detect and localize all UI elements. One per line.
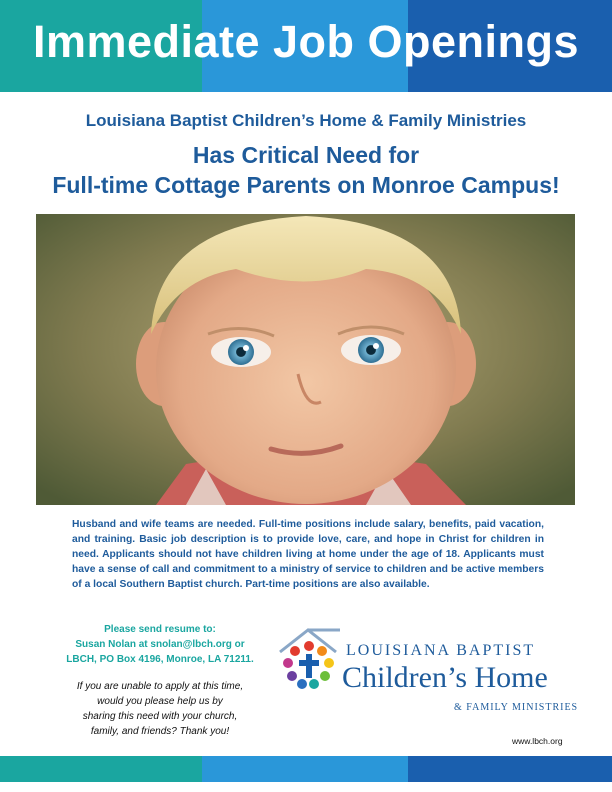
- job-description: Husband and wife teams are needed. Full-time positions include salary, benefits, paid vacation, and training. Basic job description is to provide love, care, and hope in Christ for children in need. Applicants should not have children living at home under the age of 18. Applicants must have a sense of call and commitment to a ministry of service to children and be active members of a local Southern Baptist church. Part-time positions are also available.: [72, 519, 544, 590]
- lbch-logo: [276, 620, 580, 724]
- website-url: www.lbch.org: [512, 736, 563, 746]
- footer-bar: [0, 756, 612, 782]
- logo-line-3: & FAMILY MINISTRIES: [454, 702, 579, 713]
- logo-line-1: LOUISIANA BAPTIST: [346, 642, 536, 659]
- resume-instructions: [38, 622, 282, 667]
- organization-name: Louisiana Baptist Children’s Home & Family Ministries: [85, 111, 527, 130]
- share-request: [38, 679, 282, 739]
- headline: [0, 140, 612, 200]
- share-line-4: family, and friends? Thank you!: [90, 726, 230, 737]
- share-line-2: would you please help us by: [97, 696, 223, 707]
- resume-line-1: Please send resume to:: [104, 624, 216, 635]
- footer-segment-blue: [202, 756, 408, 782]
- footer-segment-navy: [408, 756, 612, 782]
- headline-line-1: Has Critical Need for: [192, 142, 420, 168]
- child-photo: [36, 214, 575, 505]
- resume-line-2: Susan Nolan at snolan@lbch.org or: [75, 639, 245, 650]
- page-title: Immediate Job Openings: [32, 16, 580, 67]
- children-cross-icon: [278, 626, 340, 696]
- logo-line-2: Children’s Home: [342, 661, 548, 694]
- share-line-3: sharing this need with your church,: [82, 711, 238, 722]
- headline-line-2: Full-time Cottage Parents on Monroe Campus!: [52, 172, 560, 198]
- share-line-1: If you are unable to apply at this time,: [76, 681, 244, 692]
- resume-line-3: LBCH, PO Box 4196, Monroe, LA 71211.: [66, 654, 254, 665]
- child-portrait-image: [36, 214, 575, 505]
- footer-segment-teal: [0, 756, 202, 782]
